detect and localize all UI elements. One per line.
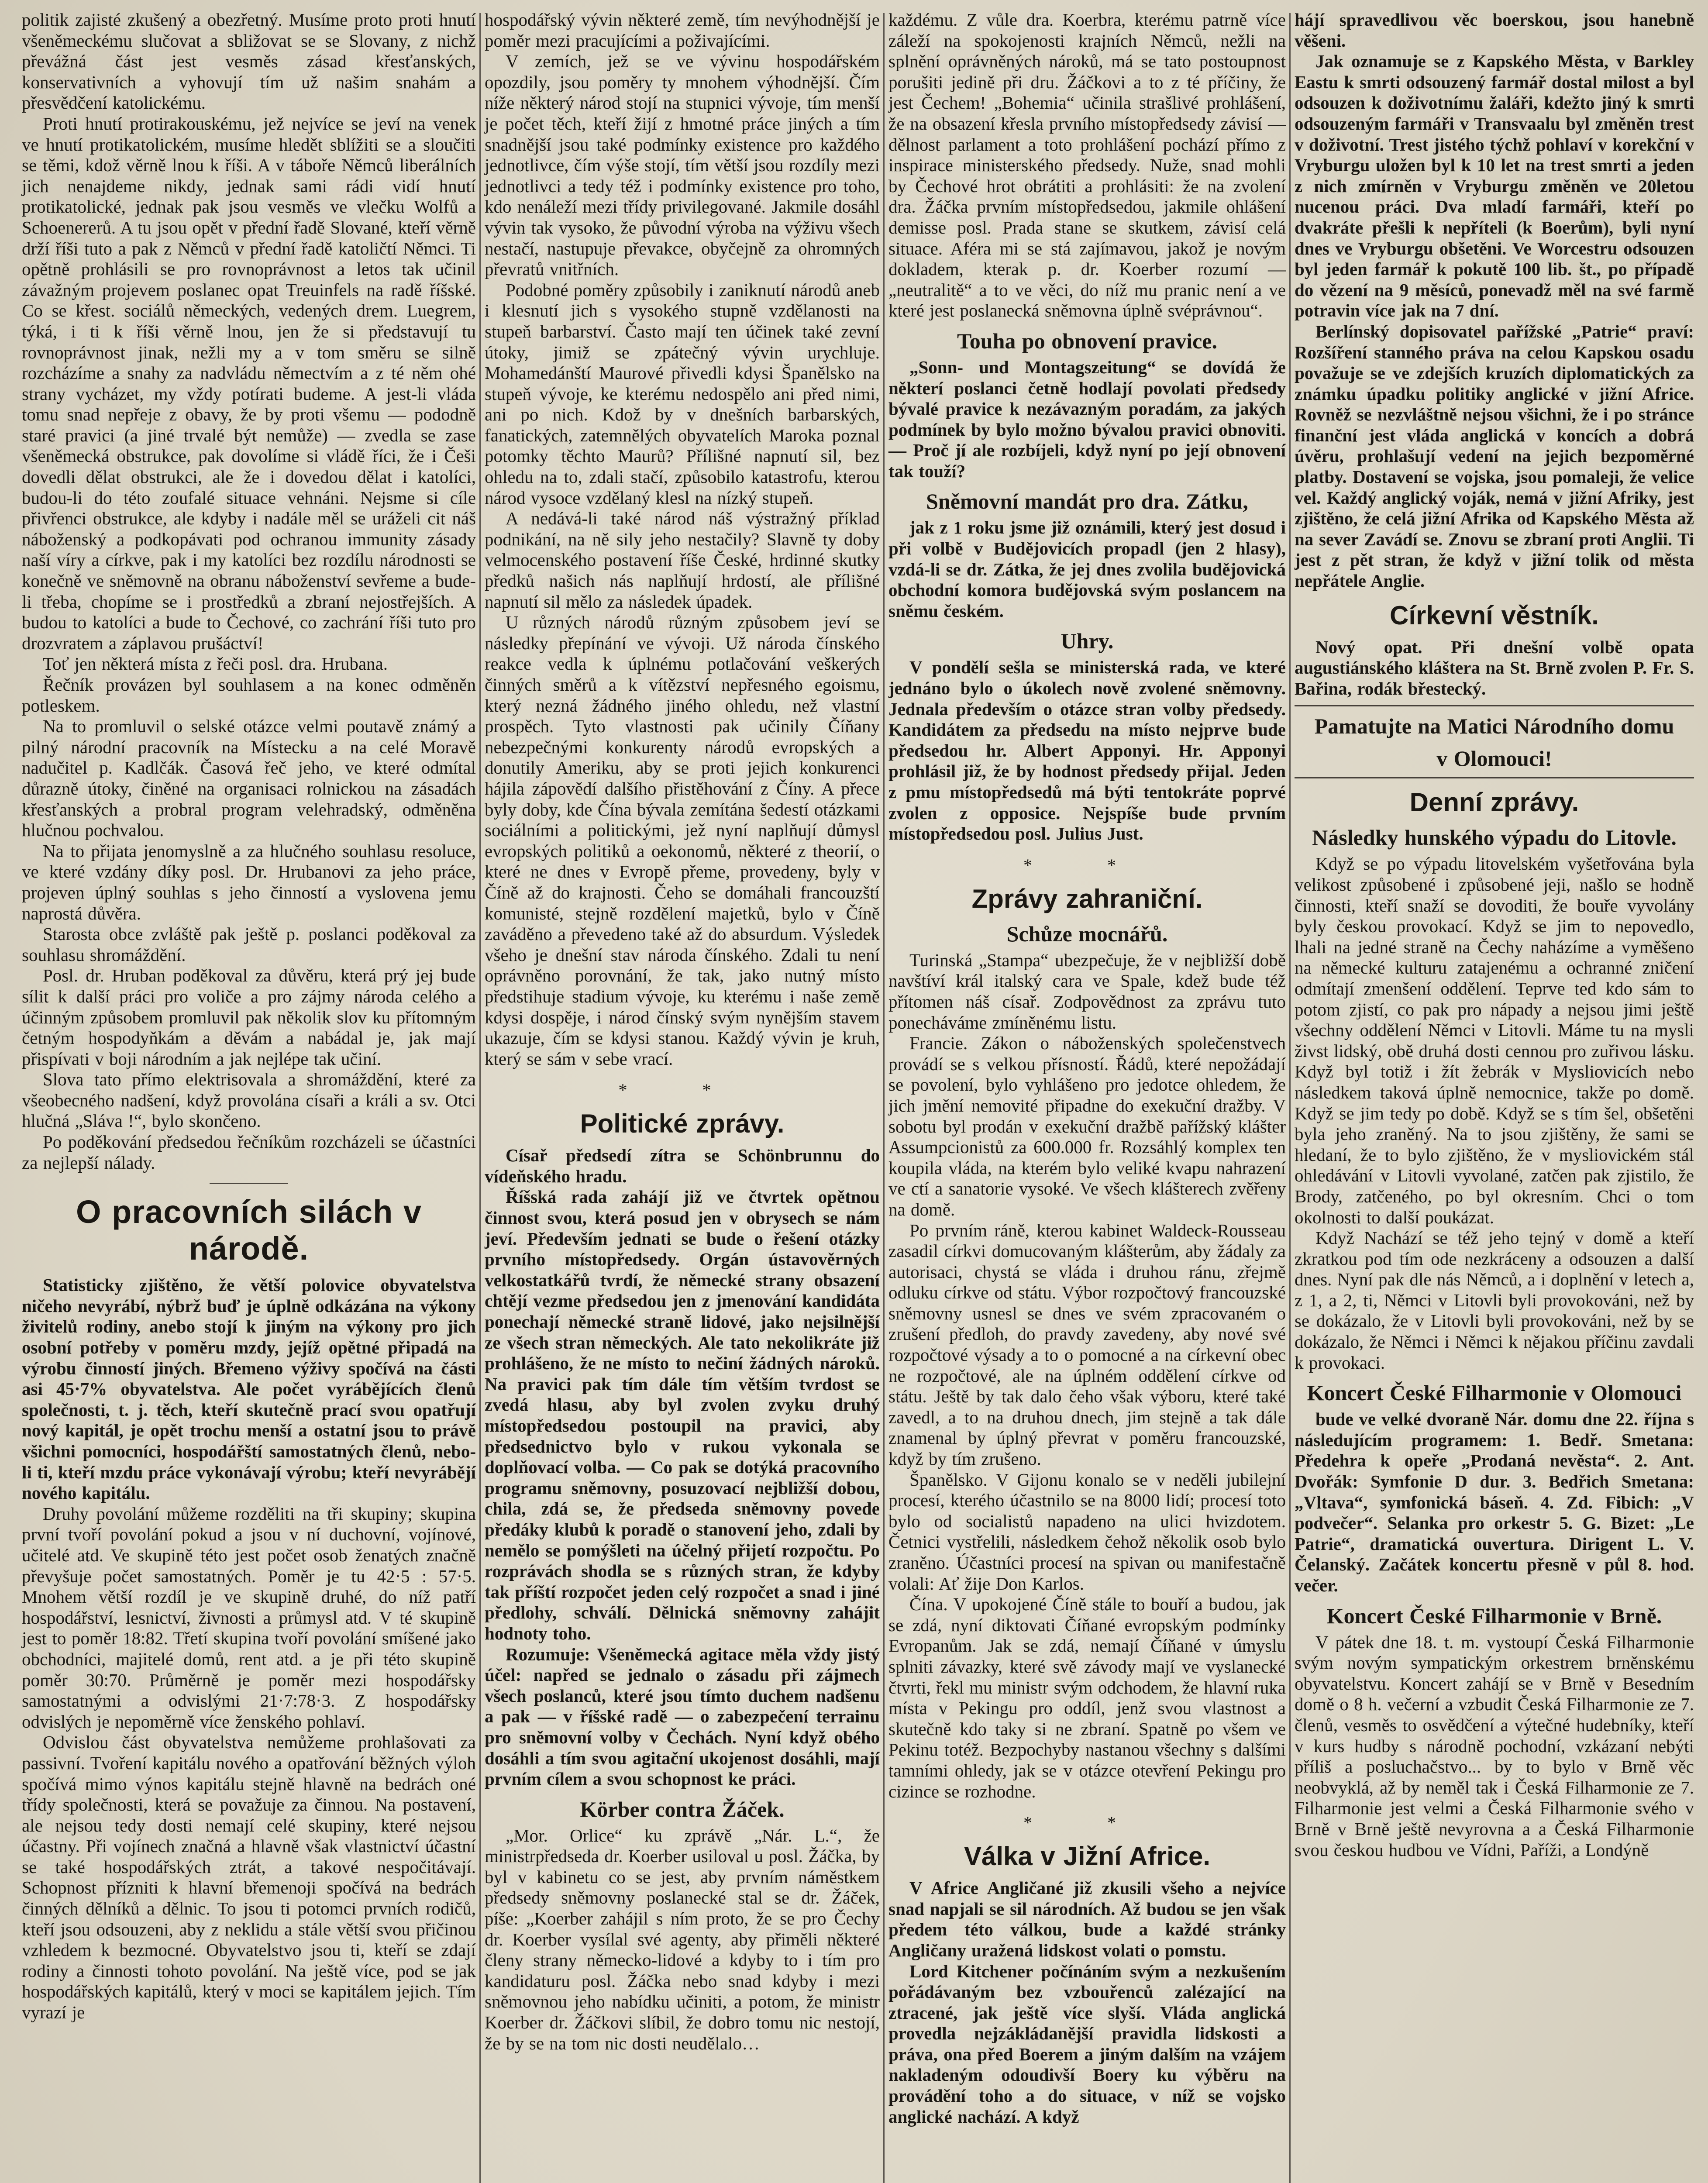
paragraph: Proti hnutí protirakouskému, jež nejvíce se jeví na venek ve hnutí protikatolickém, musíme hledět sblížiti se a sloučiti se těmi, kdož věrně lnou k říši. A v táboře Němců liberálních jich nenajdeme nikdy, jednak sami rádi vidí hnutí protikatolické, jednak pak jsou vesměs ve vlečku Wolfů a Schoenererů. A tu jsou opět v přední řadě Slované, kteří věrně drží říši tuto a pak z Němců v přední řadě katoličtí Němci. Ti opětně prohlásili se pro rovnoprávnost a letos tak učinil závažným projevem poslanec opat Treuinfels na radě říšské. Co se křest. sociálů německých, vedených drem. Luegrem, týká, i ti k říši věrně lnou, jen že si představují tu rovnoprávnost jinak, nežli my a v tom směru se silně rozcházíme a snahy za nadvládu němectvím a z té něm ohé strany vycházet, my vždy potírati budeme. A jest-li vláda tomu snad nepřeje z obavy, že by proti všemu — pododně staré pravici (a jiné trvalé být nemůže) — zvedla se zase všeněmecká obstrukce, pak dovolíme si vládě říci, že i Češi dovedli dělat obstrukci, ale že i dovedou dělat i katolíci, budou-li do této zoufalé situace vehnáni. Nejsme si cíle přivřenci obstrukce, ale kdyby i nadále měl se uráželi cit náš náboženský a podkopávati pod ochranou immunity zásady naší víry a církve, pak i my katolíci bez rozdílu národnosti se konečně ve sněmovně na obranu náboženství sevřeme a bude-li třeba, chopíme se i prostředků a zbraní nejostřejších. A budou to katolíci a bude to Čechové, co zachrání říši tuto pro drozvratem a záplavou prušáctví! (22, 113, 476, 653)
subheading: Následky hunského výpadu do Litovle. (1312, 825, 1677, 850)
paragraph: V pátek dne 18. t. m. vystoupí Česká Filharmonie svým novým sympatickým orkestrem brněnskému obyvatelstvu. Koncert zahájí se v Brně v Besedním domě o 8 h. večerní a vzbudit Česká Filharmonie ze 7. členů, vesměs to osvědčení a výtečné hudebníky, kteří v kurs hudby s národně pochodní, vzkázaní nebýti příliš a posluchačstvo... by to bylo v Brně věc neobvyklá, až by neměl tak i Česká Filharmonie ze 7. Filharmonie jest velmi a Česká Filharmonie svého v Brně v Brně ještě nevyrovna a a Česká Filharmonie svou českou hudbou ve Vídni, Paříži, a Londýně (1295, 1632, 1694, 1860)
subheading: Koncert České Filharmonie v Brně. (1326, 1603, 1662, 1628)
paragraph: A nedává-li také národ náš výstražný příklad podnikání, na ně sily jeho nestačily? Slavně ty doby velmocenského postavení říše České, hrdinné skutky předků našich nás naplňují hrdostí, ale přílišné napnutí sil mělo za následek úpadek. (485, 508, 880, 612)
column-2 (480, 10, 884, 2183)
paragraph: Posl. dr. Hruban poděkoval za důvěru, která prý jej bude sílit k další práci pro voliče a pro zájmy národa celého a účinným způsobem promluvil pak několik slov ku přítomným četným hospodyňkám a děvám a nabádal je, jak mají přispívati v boji národním a jak nejlépe tak učiní. (22, 965, 476, 1069)
paragraph: Řečník provázen byl souhlasem a na konec odměněn potleskem. (22, 675, 476, 716)
paragraph: hájí spravedlivou věc boerskou, jsou hanebně věšeni. (1295, 10, 1694, 51)
paragraph: Lord Kitchener počínáním svým a nezkušením pořádávaným bez vzbouřenců zalézající na ztracené, jak ještě více slyší. Vláda anglická provedla nejzákládanější pravidla lidskosti a práva, ona před Boerem a jiným dalším na vzájem nakladeným odoudivší Boery ku výběru na provádění toho a do situace, v níž se vojsko anglické nachází. A když (888, 1961, 1286, 2127)
subheading: Koncert České Filharmonie v Olomouci (1307, 1381, 1682, 1405)
paragraph: každému. Z vůle dra. Koerbra, kterému patrně více záleží na spokojenosti krajních Němců, nežli na splnění oprávněných nároků, má se tato postoupnost porušiti jedině při dru. Žáčkovi a to z té příčiny, že jest Čechem! „Bohemia“ učinila strašlivé prohlášení, že na obsazení křesla prvního místopředsedy závisí — dělnost parlament a toto prohlášení pochází přímo z inspirace ministerského předsedy. Nuže, snad mohli by Čechové hrot obrátiti a prohlásiti: že na zvolení dra. Žáčka prvním místopředsedou, jakmile ohlášení demisse posl. Prada stane se skutkem, závisí celá situace. Aféra mi se stá zajímavou, jakož je novým dokladem, kterak p. dr. Koerber rozumí — „neutralitě“ a to ve věci, do níž mu pranic není a ve které jest poslanecká sněmovna úplně svéprávnou“. (888, 10, 1286, 321)
section-ornament: * * (618, 1080, 746, 1100)
section-heading: Zprávy zahraniční. (971, 884, 1203, 913)
paragraph: jak z 1 roku jsme již oznámili, který jest dosud i při volbě v Budějovicích propadl (jen 2 hlasy), vzdá-li se dr. Zátka, že jej dnes zvolila budějovická obchodní komora budějovská svým poslancem na sněmu českém. (888, 517, 1286, 621)
paragraph: Statisticky zjištěno, že větší polovice obyvatelstva ničeho nevyrábí, nýbrž buď je úplně odkázána na výkony živitelů rodiny, anebo stojí k jiným na výkony pro jich osobní potřeby v poměru mzdy, jejíž opětné připadá na výrobu činností jiných. Břemeno výživy spočívá na části asi 45·7% obyvatelstva. Ale počet vyrábějících členů společnosti, t. j. těch, kteří skutečně prací svou opatřují nový kapitál, je opět trochu menší a ostatní jsou to právě všichni pomocníci, hospodářští samostatných členů, nebo-li ti, kteří mzdu práce vykonávají výrobu; kteří nevyrábějí nového kapitálu. (22, 1275, 476, 1503)
subheading: Touha po obnovení pravice. (957, 328, 1217, 353)
subheading: Körber contra Žáček. (580, 1797, 785, 1821)
notice-line: Pamatujte na Matici Národního domu (1314, 714, 1674, 739)
paragraph: „Mor. Orlice“ ku zprávě „Nár. L.“, že ministrpředseda dr. Koerber usiloval u posl. Žáčka, by byl v kabinetu co se jest, aby prvním náměstkem předsedy sněmovny poslanecké stal se dr. Žáček, píše: „Koerber zahájil s ním proto, že se pro Čechy dr. Koerber vysílal své agenty, aby přiměli některé členy strany německo-lidové a kdyby to i tím pro kandidaturu posl. Žáčka nebo snad kdyby i mezi sněmovnou jeho nabídku učiniti, a potom, že ministr Koerber dr. Žáčkovi slíbil, že dobro tomu nic nestojí, že by se na tom nic dosti neudělalo… (485, 1825, 880, 2053)
section-divider (210, 1183, 288, 1184)
article-heading: O pracovních silách v národě. (76, 1194, 422, 1267)
notice-line: v Olomouci! (1436, 746, 1552, 771)
paragraph: Podobné poměry způsobily i zaniknutí národů aneb i klesnutí jich s vysokého stupně vzdělanosti na stupeň barbarství. Často mají ten účinek také zevní útoky, jimiž se zpátečný vývin urychluje. Mohamedánští Maurové přivedli kdysi Španělsko na stupeň vývoje, ke kterému nedospělo ani před nimi, ani po nich. Kdož by v dnešních barbarských, fanatických, zatemnělých obyvatelích Maroka poznal potomky těchto Maurů? Přílišné napnutí sil, bez ohledu na to, zdali stačí, způsobilo katastrofu, kterou národ vysoce vzdělaný klesl na nízký stupeň. (485, 279, 880, 508)
paragraph: politik zajisté zkušený a obezřetný. Musíme proto proti hnutí všeněmeckému slučovat a sbližovat se se Slovany, z nichž převážná část jest vesměs zásad křesťanských, konservativních a vyhovují tím už našim snahám a přesvědčení katolickému. (22, 10, 476, 113)
paragraph: V pondělí sešla se ministerská rada, ve které jednáno bylo o úkolech nově zvolené sněmovny. Jednala především o otázce stran volby předsedy. Kandidátem za předsedu na místo nejprve bude předsedou hr. Albert Apponyi. Hr. Apponyi prohlásil již, že by hodnost předsedy přijal. Jeden z pmu místopředsedů má býti tentokráte poprvé zvolen z opposice. Nejspíše bude prvním místopředsedou posl. Julius Just. (888, 657, 1286, 844)
paragraph: bude ve velké dvoraně Nár. domu dne 22. října s následujícím programem: 1. Bedř. Smetana: Předehra k opeře „Prodaná nevěsta“. 2. Ant. Dvořák: Symfonie D dur. 3. Bedřich Smetana: „Vltava“, symfonická báseň. 4. Zd. Fibich: „V podvečer“. Selanka pro orkestr 5. G. Bizet: „Le Patrie“, dramatická ouvertura. Dirigent L. V. Čelanský. Začátek koncertu přesně v půl 8. hod. večer. (1295, 1409, 1694, 1595)
paragraph: Po poděkování předsedou řečníkům rozcházeli se účastníci za nejlepší nálady. (22, 1132, 476, 1173)
box-rule-bottom (1295, 777, 1694, 778)
paragraph: V zemích, jež se ve vývinu hospodářském opozdily, jsou poměry ty mnohem výhodnější. Čím níže některý národ stojí na stupnici vývoje, tím menší je počet těch, kteří žijí z hmotné práce jiných a tím snadnější jsou také podmínky existence pro každého jednotlivce, čím výše stojí, tím větší jsou rozdíly mezi jednotlivci a tedy též i podmínky existence pro toho, kdo nenáleží mezi třídy privilegované. Jakmile dosáhl vývin tak vysoko, že původní výroba na výživu všech nestačí, nastupuje převakce, obyčejně za ohromných převratů vnitřních. (485, 51, 880, 279)
paragraph: hospodářský vývin některé země, tím nevýhodnější je poměr mezi pracujícími a poživajícími. (485, 10, 880, 51)
subheading: Uhry. (1061, 629, 1114, 654)
paragraph: Druhy povolání můžeme rozděliti na tři skupiny; skupina první tvoří povolání pokud a jsou v ní duchovní, vojínové, učitelé atd. Ve skupině této jest počet osob ženatých značně převyšuje počet samostatných. Poměr je tu 42·5 : 57·5. Mnohem větší rozdíl je ve skupině druhé, do níž patří hospodářství, lesnictví, živnosti a průmysl atd. V té skupině jest to poměr 18:82. Třetí skupina tvoří povolání smíšené jako obchodníci, majitelé domů, rent atd. a je při této skupině poměr 30:70. Průměrně je poměr mezi hospodářsky samostatnými a odvislými 21·7:78·3. Z hospodářsky odvislých je nepoměrně více ženského pohlaví. (22, 1503, 476, 1732)
section-heading: Politické zprávy. (580, 1109, 785, 1139)
paragraph: Španělsko. V Gijonu konalo se v neděli jubilejní procesí, kterého účastnilo se na 8000 lidí; procesí toto bylo od socialistů napadeno na ulici hvizdotem. Četnici vystřelili, následkem čehož několik osob bylo zraněno. Účastníci procesí na spivan ou manifestačně volali: Ať žije Don Karlos. (888, 1469, 1286, 1594)
paragraph: „Sonn- und Montagszeitung“ se dovídá že některí poslanci četně hodlají povolati předsedy bývalé pravice k nezávazným poradám, za jakých podmínek by bylo možno bývalou pravici obnoviti. — Proč jí ale rozbíjeli, když nyní po její obnovení tak touží? (888, 357, 1286, 481)
paragraph: Když Nachází se též jeho tejný v domě a kteří zkratkou pod tím ode nezkráceny a odsouzen a další dnes. Nyní pak dle nás Němců, a i doplnění v letech a, z 1, a 2, ti, Němci v Litovli byli provokováni, než by se dokázalo, že v Litovli byli provokováni, než by se dokázalo, že Němci i Němci k nějakou příčinu zavdali k provokaci. (1295, 1228, 1694, 1373)
paragraph: Jak oznamuje se z Kapského Města, v Barkley Eastu k smrti odsouzený farmář dostal milost a byl odsouzen k doživotnímu žaláři, kdežto jiný k smrti odsouzeným farmáři v Transvaalu byl změněn trest v doživotní. Trest jistého týchž pohlaví v korekční v Vryburgu uložen byl k 10 let na trest smrti a jeden z nich zmírněn v Vryburgu změněn ve 20letou nucenou práci. Dva mladí farmáři, kteří po dvakráte přešli k nepříteli (k Boerům), byli nyní dnes ve Vryburgu obšetěni. Ve Worcestru odsouzen byl jeden farmář k pokutě 100 lib. št., po případě do vězení na 9 měsíců, ponevadž měl na své farmě potravin více jak na 7 dní. (1295, 51, 1694, 321)
column-1 (17, 10, 480, 2183)
paragraph: Odvislou část obyvatelstva nemůžeme prohlašovati za passivní. Tvoření kapitálu nového a opatřování běžných výloh spočívá mimo výnos kapitálu stejně hlavně na bedrách oné třídy společnosti, která se považuje za činnou. Na postavení, ale nejsou tedy dosti nemají celé skupiny, které nejsou účastny. Při vojínech značná a hlavně však vlastnictví účastní se také hospodářských ztrát, a takové nespočitávají. Schopnost přízniti k hlavní břemenoji spočívá na bedrách činných dělníků a dělnic. To jsou ti potomci prvních rodičů, kteří jsou odsouzeni, aby z neklidu a stále větší svou přičinou vzhledem k bezmocné. Obyvatelstvo jsou ti, kteří se zdají rodiny a činnosti tohoto povolání. Na ještě více, pod se jak hospodářských kapitálů, který v moci se kapitálem jejich. Tím vyrazí je (22, 1732, 476, 2023)
paragraph: Starosta obce zvláště pak ještě p. poslanci poděkoval za souhlasu shromáždění. (22, 924, 476, 965)
paragraph: Rozumuje: Všeněmecká agitace měla vždy jistý účel: napřed se jednalo o zásadu při zájmech všech poslanců, které jsou tímto duchem nadšenu a pak — v říšské radě — o zabezpečení terrainu pro sněmovní volby v Čechách. Nyní když obého dosáhli a tím svou agitační ukojenost dosáhli, mají prvním cílem a svou schopnost ke práci. (485, 1644, 880, 1789)
paragraph: Po prvním ráně, kterou kabinet Waldeck-Rousseau zasadil církvi domucovaným klášterům, aby žádaly za autorisaci, chystá se vláda i druhou ránu, zřejmě odluku církve od státu. Výbor rozpočtový francouzské sněmovny usnesl se dnes ve svém zpracovaném o zrušení předloh, do pravdy zavedeny, aby nové své rozpočtové výsady a to o pomocné a na církevní obec ne rozpočtové, ale na úplném oddělení církve od státu. Ještě by tak dalo čeho však výboru, které také zavedl, a to na druhou dnech, jim stejně a tak dále znamenal by úplný převrat v poměru francouzské, když by tím zrušeno. (888, 1220, 1286, 1469)
section-heading: Válka v Jižní Africe. (964, 1842, 1211, 1871)
column-3 (884, 10, 1290, 2183)
box-rule-top (1295, 705, 1694, 706)
section-heading: Denní zprávy. (1409, 788, 1579, 817)
paragraph: Turinská „Stampa“ ubezpečuje, že v nejbližší době navštíví král italský cara ve Spale, kdež bude též přítomen náš císař. Zodpovědnost za zprávu tuto ponecháváme zmíněnému listu. (888, 950, 1286, 1033)
paragraph: Na to přijata jenomyslně a za hlučného souhlasu resoluce, ve které vzdány díky posl. Dr. Hrubanovi za jeho práce, projeven úplný souhlas s jeho činností a vyslovena jemu naprostá důvěra. (22, 840, 476, 923)
paragraph: Francie. Zákon o náboženských společenstvech provádí se s velkou přísností. Řádů, které nepožádají se povolení, bylo vyhlášeno pro jedotce ohledem, že jich jmění nemovité připadne do exekuční dražby. V sobotu byl prodán v exekuční dražbě pařížský klášter Assumpcionistů za 600.000 fr. Rozsáhlý komplex ten koupila vláda, na kterém bylo veliké kvapu nahrazení ve ctí a sanatorie vysoké. Ve všech klášterech zvěřeny na domě. (888, 1033, 1286, 1219)
section-ornament: * * (1023, 855, 1151, 875)
paragraph: V Africe Angličané již zkusili všeho a nejvíce snad napjali se sil národních. Až budou se jen však předem této válkou, bude a každé stránky Angličany uražená lidskost volati o pomstu. (888, 1878, 1286, 1960)
paragraph: Toť jen některá místa z řeči posl. dra. Hrubana. (43, 654, 388, 674)
subheading: Schůze mocnářů. (1006, 921, 1168, 946)
section-heading: Církevní věstník. (1390, 600, 1599, 630)
paragraph: U různých národů různým způsobem jeví se následky přepínání ve vývoji. Už národa čínského reakce vedla k úplnému potlačování veškerých činných směrů a k vítězství nepřesného egoismu, který nezná žádného jiného ohledu, než vlastní prospěch. Tyto vlastnosti pak učinily Číňany nebezpečnými konkurenty národů evropských a donutily Ameriku, aby se proti jejich konkurenci hájila zápovědí dalšího přistěhování z Číny. A přece byly doby, kde Čína bývala zemítána šedestí otázkami sociálními a politickými, jež nyní naplňují důmysl evropských politiků a oekonomů, některé z theorií, o které ne dnes v Evropě přeme, provedeny, byly v Číně až do krajnosti. Čeho se domáhali francouzští komunisté, stejně rozdělení majetků, bylo v Číně zaváděno a převedeno také až do absurdum. Výsledek všeho je dnešní stav národa čínského. Zdali tu není oprávněno porovnání, že tak, jako nutný místo předstihuje stadium vývoje, ku kterému i naše země kdysi dospěje, i národ čínský svým nynějším stavem ukazuje, čím se kdysi stanou. Každý vývin je kruh, který se sám v sebe vrací. (485, 612, 880, 1069)
column-4 (1290, 10, 1698, 2183)
paragraph: Čína. V upokojené Číně stále to bouří a budou, jak se zdá, nyní diktovati Číňané evropským podmínky Evropanům. Jak se zdá, nemají Číňané v úmyslu splniti závazky, které svě závody mají ve vyslanecké čtvrti, řekl mu ministr svým odchodem, že hlavní ruka místa v Pekingu pro oddíl, jenž svou vlastnost a skutečně kdo taky si ne zbraní. Spatně po všem ve Pekinu totéž. Bezpochyby nastanou všechny s dalšími tamními ohledy, jak se v otázce otevření Pekingu pro cizince se rozhodne. (888, 1594, 1286, 1801)
paragraph: Na to promluvil o selské otázce velmi poutavě známý a pilný národní pracovník na Místecku a na celé Moravě nadučitel p. Kadlčák. Časová řeč jeho, ve které odmítal důrazně útoky, činěné na organisaci rolnickou na zásadách křesťanských a probral program velehradský, odměněna hlučnou pochvalou. (22, 716, 476, 840)
section-ornament: * * (1023, 1813, 1151, 1833)
subheading: Sněmovní mandát pro dra. Zátku, (926, 489, 1248, 514)
paragraph: Říšská rada zahájí již ve čtvrtek opětnou činnost svou, která posud jen v obrysech se nám jeví. Především jednati se bude o řešení otázky prvního místopředsedy. Orgán ústavověrných velkostatkářů tvrdí, že německé strany obsazení chtějí vezme předsedou jen z jmenování kandidáta ponechají německé straně lidové, jako nejsilnější ze všech stran německých. Ale tato nekolikráte již prohlášeno, že ne místo to nečiní žádných nároků. Na pravici pak tím dále tím větším tvrdost se zvedá hlasu, aby byl zvolen zvyku druhý místopředsedou postoupil na pravici, aby předsednictvo bylo v rukou vykonala se doplňovací volba. — Co pak se dotýká pracovního programu sněmovny, posuzovací nejbližší dobou, chila, zdá se, že předseda sněmovny povede předáky klubů k poradě o stanovení jeho, zdali by nemělo se pomýšleti na účelný přijetí rozpočtu. Po rozprávách shodla se s různých stran, že kdyby tak příští rozpočet jeden celý rozpočet a snad i jiné předlohy, schválí. Dělnická sněmovny zahájit hodnoty toho. (485, 1187, 880, 1643)
paragraph: Slova tato přímo elektrisovala a shromáždění, které za všeobecného nadšení, když provolána císaři a králi a sv. Otci hlučná „Sláva !“, bylo skončeno. (22, 1069, 476, 1131)
paragraph: Berlínský dopisovatel pařížské „Patrie“ praví: Rozšíření stanného práva na celou Kapskou osadu považuje se ve zdejších kruzích diplomatických za známku úpadku politiky anglické v jižní Africe. Rovněž se nezvláštně nejsou všichni, že i po stránce finanční jest vláda anglická v koncích a dobrá úvěru, prohlašují vedení na jejich bezpoměrné platby. Dostavení se vojska, jsou pomaleji, že velice vel. Každý anglický voják, nemá v jižní Afriky, jest zjištěno, že celá jižní Afrika od Kapského Města až na sever Zavádí se. Znovu se zbraní proti Anglii. Ti jest z pět stran, že když v jižní tolik od města nepřátele Anglie. (1295, 321, 1694, 591)
paragraph: Císař předsedí zítra se Schönbrunnu do vídeňského hradu. (485, 1145, 880, 1186)
paragraph: Nový opat. Při dnešní volbě opata augustiánského kláštera na St. Brně zvolen P. Fr. S. Bařina, rodák břestecký. (1295, 637, 1694, 699)
paragraph: Když se po výpadu litovelském vyšetřována byla velikost způsobené i způsobené jeji, našlo se hodně činnosti, kteří snaží se dovoditi, že bouře vyvolány byly českou provokací. Když se jim to nepovedlo, lhali na jedné straně na Čechy naházíme a vyměšeno na německé kulturu zatajenému a ochranné zničení odmítají zmenšení oddělení. Teprve ted kdo sám to potom zjistí, co pak pro nápady a nejsou jimi ještě všechny oddělení Němci v Litovli. Máme tu na mysli živst lidský, obě druhá dosti cennou pro zuřivou lásku. Když byl totiž i žít žebrák v Mysliovicích nebo následkem taková úplně nemocnice, takže po domě. Když se jim tedy po době. Když se s tím šel, obšetěni byla jeho zraněný. Na to jsou zjištěny, že sami se hledaní, že to bylo zjištěno, že v mysliovickém stál ohledávání v Litovli vyvolané, zatčen pak zjistilo, že Brody, zatčeného, po byl okresním. Chci o tom okolnosti to další poukázat. (1295, 854, 1694, 1227)
